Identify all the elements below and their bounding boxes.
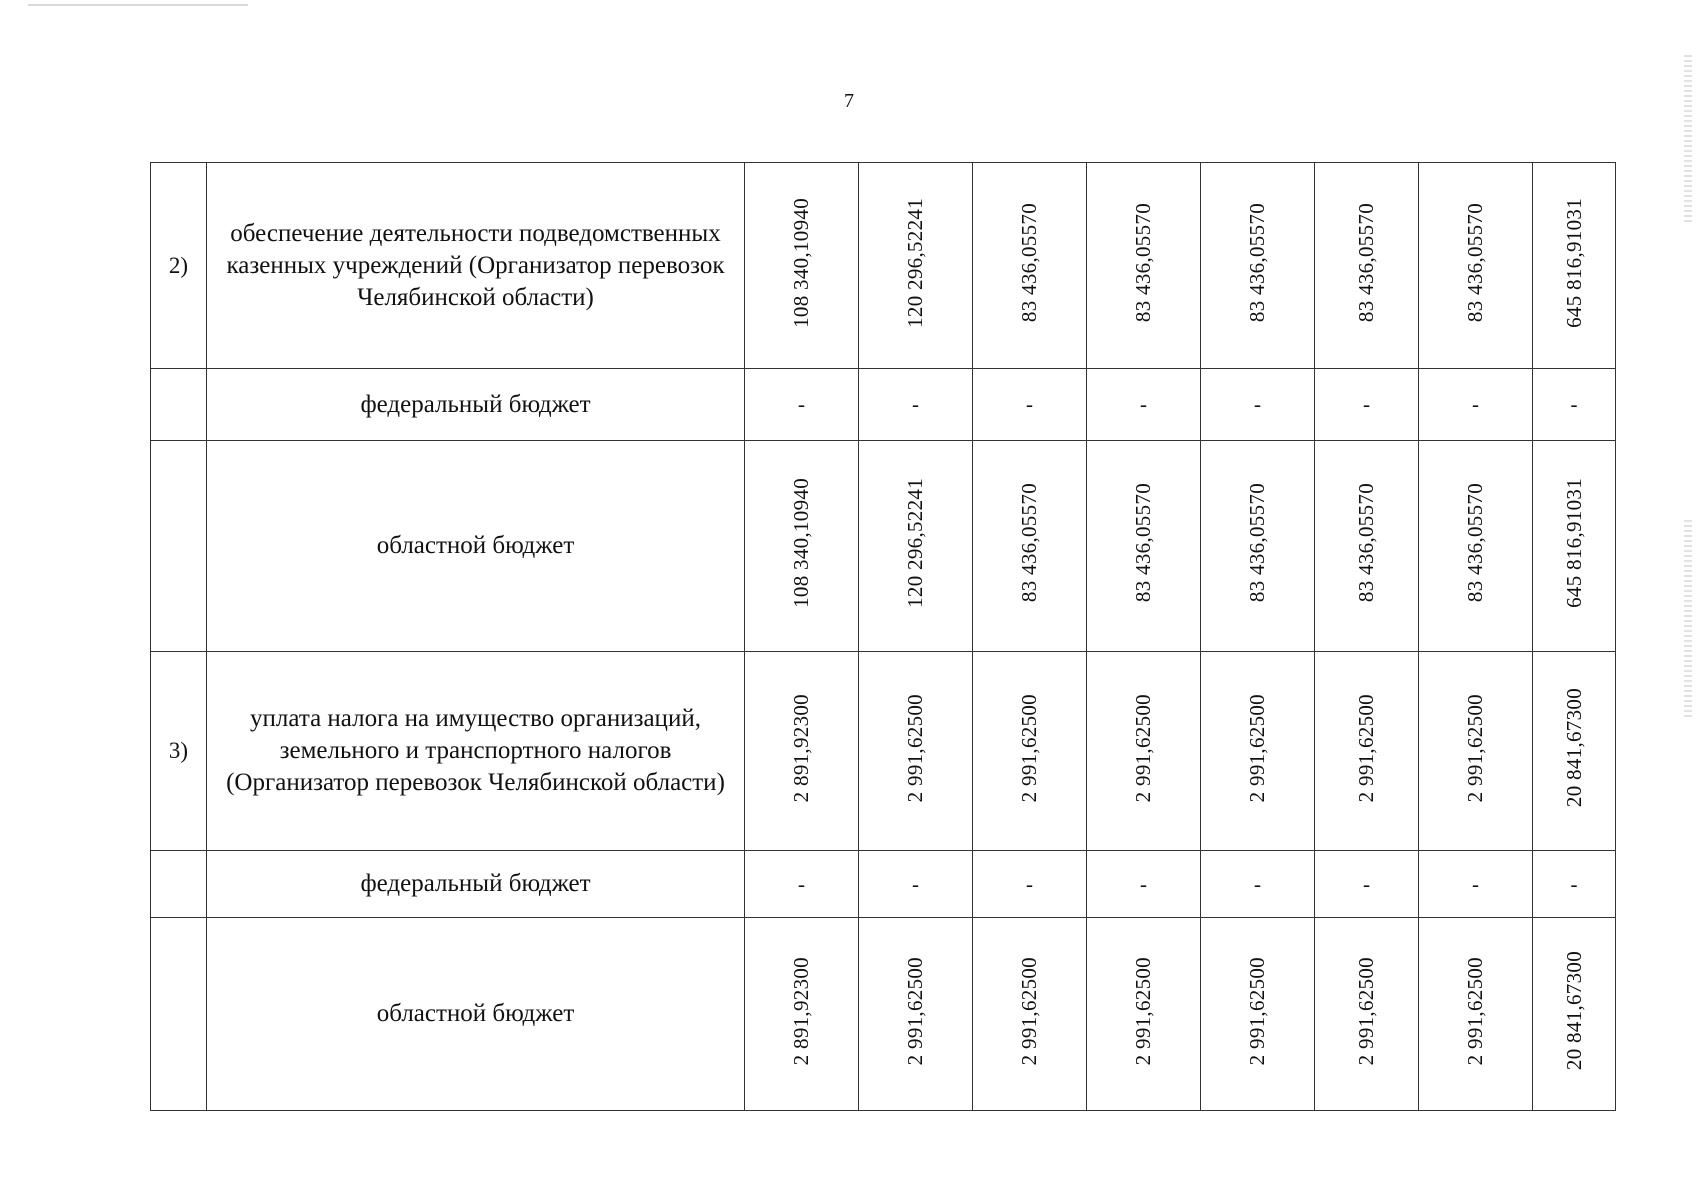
value-cell: 2 991,62500 [903, 693, 927, 803]
value-cell: - [745, 851, 859, 918]
total-cell: 20 841,67300 [1561, 951, 1586, 1071]
value-cell: - [1419, 369, 1533, 441]
value-cell: 108 340,10940 [789, 478, 813, 608]
value-cell: 2 991,62500 [1245, 956, 1269, 1066]
total-cell: - [1533, 851, 1616, 918]
row-description: областной бюджет [207, 918, 745, 1111]
row-description: обеспечение деятельности подведомственных казенных учреждений (Организатор перевозок Челябинской области) [207, 163, 745, 369]
value-cell: - [1315, 851, 1419, 918]
value-cell: 2 991,62500 [1131, 956, 1155, 1066]
table-row [151, 851, 1616, 918]
row-number: 3) [151, 652, 207, 851]
value-cell: 2 991,62500 [903, 956, 927, 1066]
value-cell: 83 436,05570 [1245, 202, 1269, 323]
value-cell: - [859, 369, 973, 441]
value-cell: - [745, 369, 859, 441]
value-cell: 83 436,05570 [1463, 202, 1487, 323]
total-cell: - [1533, 369, 1616, 441]
total-cell: 645 816,91031 [1561, 197, 1586, 328]
value-cell: 83 436,05570 [1017, 202, 1041, 323]
value-cell: 2 991,62500 [1017, 693, 1041, 803]
row-number [151, 441, 207, 652]
value-cell: - [1419, 851, 1533, 918]
value-cell: - [1201, 369, 1315, 441]
row-number: 2) [151, 163, 207, 369]
total-cell: 20 841,67300 [1561, 688, 1586, 808]
value-cell: - [973, 851, 1087, 918]
row-number [151, 369, 207, 441]
scan-artifact-top [28, 4, 248, 6]
value-cell: 83 436,05570 [1131, 483, 1155, 603]
value-cell: 2 991,62500 [1354, 693, 1378, 803]
value-cell: 2 991,62500 [1017, 956, 1041, 1066]
value-cell: - [859, 851, 973, 918]
value-cell: 2 891,92300 [789, 693, 813, 803]
page-number: 7 [844, 90, 854, 112]
value-cell: 120 296,52241 [903, 197, 927, 328]
value-cell: - [1201, 851, 1315, 918]
scan-artifact-edge-lower [1684, 520, 1692, 720]
budget-table [150, 162, 1616, 1111]
value-cell: 2 991,62500 [1354, 956, 1378, 1066]
total-cell: 645 816,91031 [1561, 478, 1586, 608]
value-cell: 83 436,05570 [1017, 483, 1041, 603]
value-cell: 2 991,62500 [1245, 693, 1269, 803]
row-number [151, 918, 207, 1111]
row-description: областной бюджет [207, 441, 745, 652]
value-cell: 83 436,05570 [1463, 483, 1487, 603]
row-description: уплата налога на имущество организаций, земельного и транспортного налогов (Организатор перевозок Челябинской области) [207, 652, 745, 851]
row-description: федеральный бюджет [207, 369, 745, 441]
scan-artifact-edge-upper [1684, 55, 1692, 225]
row-number [151, 851, 207, 918]
table-row [151, 441, 1616, 652]
value-cell: - [1315, 369, 1419, 441]
row-description: федеральный бюджет [207, 851, 745, 918]
value-cell: 83 436,05570 [1245, 483, 1269, 603]
value-cell: - [973, 369, 1087, 441]
value-cell: - [1087, 851, 1201, 918]
value-cell: 83 436,05570 [1354, 202, 1378, 323]
table-row [151, 918, 1616, 1111]
value-cell: 2 891,92300 [789, 956, 813, 1066]
value-cell: 2 991,62500 [1131, 693, 1155, 803]
value-cell: 108 340,10940 [789, 197, 813, 328]
table-row [151, 369, 1616, 441]
value-cell: 2 991,62500 [1463, 956, 1487, 1066]
value-cell: 83 436,05570 [1354, 483, 1378, 603]
table-row [151, 652, 1616, 851]
value-cell: 83 436,05570 [1131, 202, 1155, 323]
table-row [151, 163, 1616, 369]
value-cell: 2 991,62500 [1463, 693, 1487, 803]
value-cell: - [1087, 369, 1201, 441]
value-cell: 120 296,52241 [903, 478, 927, 608]
